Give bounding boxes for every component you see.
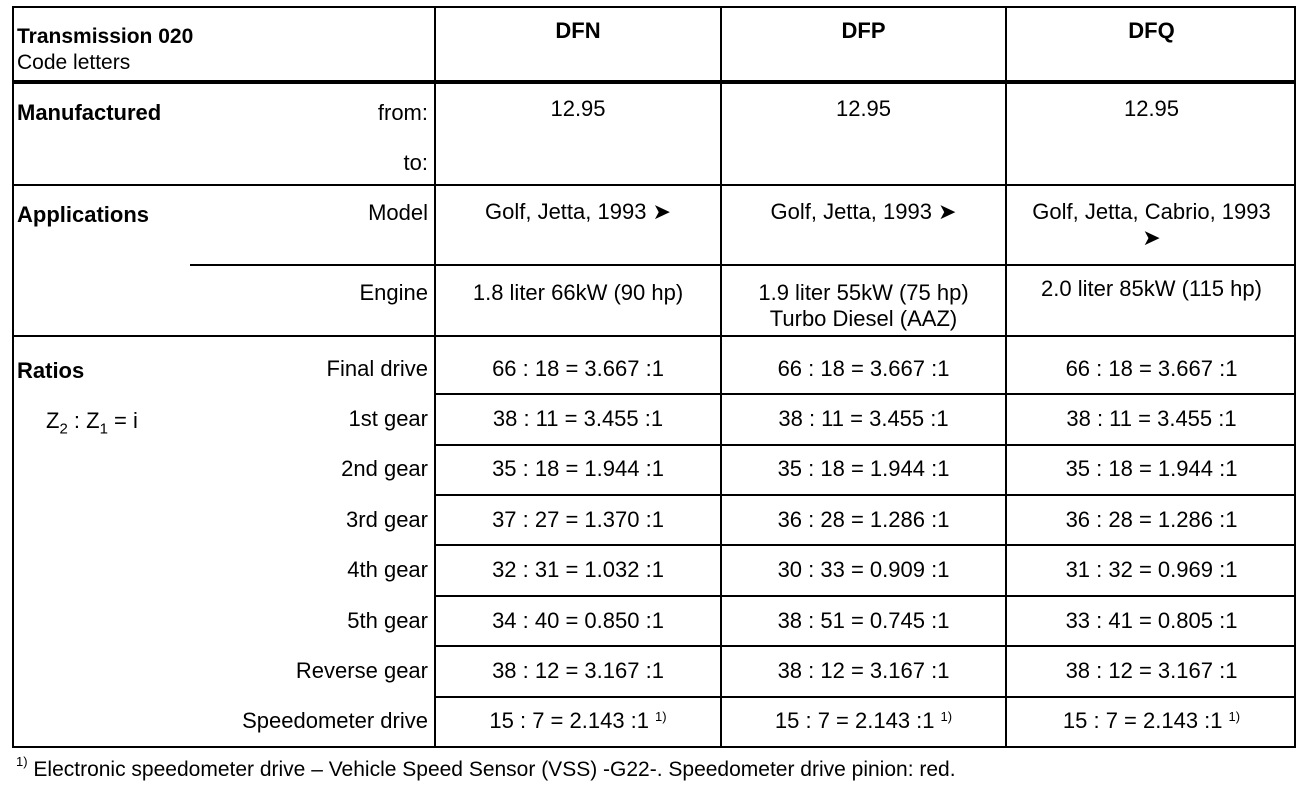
ratio-row-divider [434, 393, 1296, 395]
ratio-row-label: Reverse gear [295, 658, 428, 683]
ratio-row-divider [434, 595, 1296, 597]
engine-label: Engine [359, 280, 428, 305]
model-dfn: Golf, Jetta, 1993 ➤ [485, 199, 671, 224]
manufactured-label: Manufactured [17, 100, 162, 125]
model-dfq: Golf, Jetta, Cabrio, 1993 ➤ [1032, 199, 1271, 250]
ratio-row-label: 5th gear [347, 608, 428, 633]
ratio-cell: 38 : 11 = 3.455 :1 [1066, 406, 1237, 431]
footnote-ref: 1) [1228, 709, 1241, 724]
model-engine-divider [190, 264, 1296, 266]
ratio-cell: 66 : 18 = 3.667 :1 [492, 356, 664, 381]
ratio-row-divider [434, 544, 1296, 546]
ratio-row-divider [434, 645, 1296, 647]
ratio-cell: 33 : 41 = 0.805 :1 [1065, 608, 1238, 633]
to-label: to: [403, 150, 428, 175]
footnote [16, 754, 956, 782]
ratio-cell: 34 : 40 = 0.850 :1 [492, 608, 664, 633]
ratio-row-label: 4th gear [347, 557, 428, 582]
ratio-row-label: Final drive [326, 356, 428, 381]
ratio-cell: 15 : 7 = 2.143 :1 $^{1)}$ [489, 708, 667, 733]
ratio-formula: $Z_2$ : $Z_1 = i$ [46, 408, 138, 438]
ratio-cell: 66 : 18 = 3.667 :1 [1065, 356, 1238, 381]
footnote-marker: 1) [16, 754, 28, 769]
ratio-cell: 36 : 28 = 1.286 :1 [777, 507, 950, 532]
header-divider [12, 80, 1296, 84]
ratio-cell: 35 : 18 = 1.944 :1 [777, 456, 950, 481]
footnote-ref: 1) [940, 709, 953, 724]
ratio-row-divider [434, 494, 1296, 496]
from-dfp: 12.95 [835, 96, 892, 121]
table-subtitle: Code letters [17, 51, 131, 74]
engine-dfp: 1.9 liter 55kW (75 hp) Turbo Diesel (AAZ) [758, 280, 969, 331]
ratio-row-label: 2nd gear [341, 456, 428, 481]
ratio-cell: 36 : 28 = 1.286 :1 [1065, 507, 1238, 532]
footnote-ref: 1) [655, 709, 667, 724]
ratio-cell: 37 : 27 = 1.370 :1 [492, 507, 664, 532]
applications-label: Applications [17, 202, 150, 227]
model-label: Model [368, 200, 428, 225]
code-dfn: DFN [555, 18, 601, 43]
ratio-cell: 38 : 12 = 3.167 :1 [1065, 658, 1238, 683]
applications-divider [12, 335, 1296, 337]
ratios-label: Ratios [17, 358, 85, 383]
engine-dfq: 2.0 liter 85kW (115 hp) [1041, 276, 1262, 301]
ratio-cell: 35 : 18 = 1.944 :1 [1065, 456, 1238, 481]
from-dfn: 12.95 [550, 96, 606, 121]
from-label: from: [377, 100, 428, 125]
manufactured-divider [12, 184, 1296, 186]
ratio-cell: 38 : 11 = 3.455 :1 [492, 406, 664, 431]
ratio-cell: 66 : 18 = 3.667 :1 [777, 356, 950, 381]
ratio-cell: 38 : 11 = 3.455 :1 [778, 406, 949, 431]
ratio-cell: 31 : 32 = 0.969 :1 [1065, 557, 1238, 582]
ratio-cell: 38 : 51 = 0.745 :1 [777, 608, 950, 633]
from-dfq: 12.95 [1123, 96, 1180, 121]
ratio-cell: 38 : 12 = 3.167 :1 [777, 658, 950, 683]
ratio-row-label: 3rd gear [346, 507, 428, 532]
footnote-text: Electronic speedometer drive – Vehicle Speed Sensor (VSS) -G22-. Speedometer drive pinion: red. [27, 758, 956, 781]
ratio-cell: 15 : 7 = 2.143 :1 $^{1)}$ [774, 708, 953, 733]
table-title: Transmission 020 [17, 25, 194, 48]
ratio-row-label: Speedometer drive [242, 708, 428, 733]
model-dfp: Golf, Jetta, 1993 ➤ [770, 199, 957, 224]
ratio-row-label: 1st gear [348, 406, 428, 431]
ratio-cell: 15 : 7 = 2.143 :1 $^{1)}$ [1062, 708, 1241, 733]
ratio-cell: 30 : 33 = 0.909 :1 [777, 557, 950, 582]
code-dfp: DFP [841, 18, 886, 43]
ratio-cell: 35 : 18 = 1.944 :1 [492, 456, 664, 481]
ratio-cell: 38 : 12 = 3.167 :1 [492, 658, 664, 683]
engine-dfn: 1.8 liter 66kW (90 hp) [472, 280, 684, 305]
ratio-row-divider [434, 696, 1296, 698]
ratio-cell: 32 : 31 = 1.032 :1 [492, 557, 664, 582]
ratio-row-divider [434, 444, 1296, 446]
code-dfq: DFQ [1128, 18, 1175, 43]
